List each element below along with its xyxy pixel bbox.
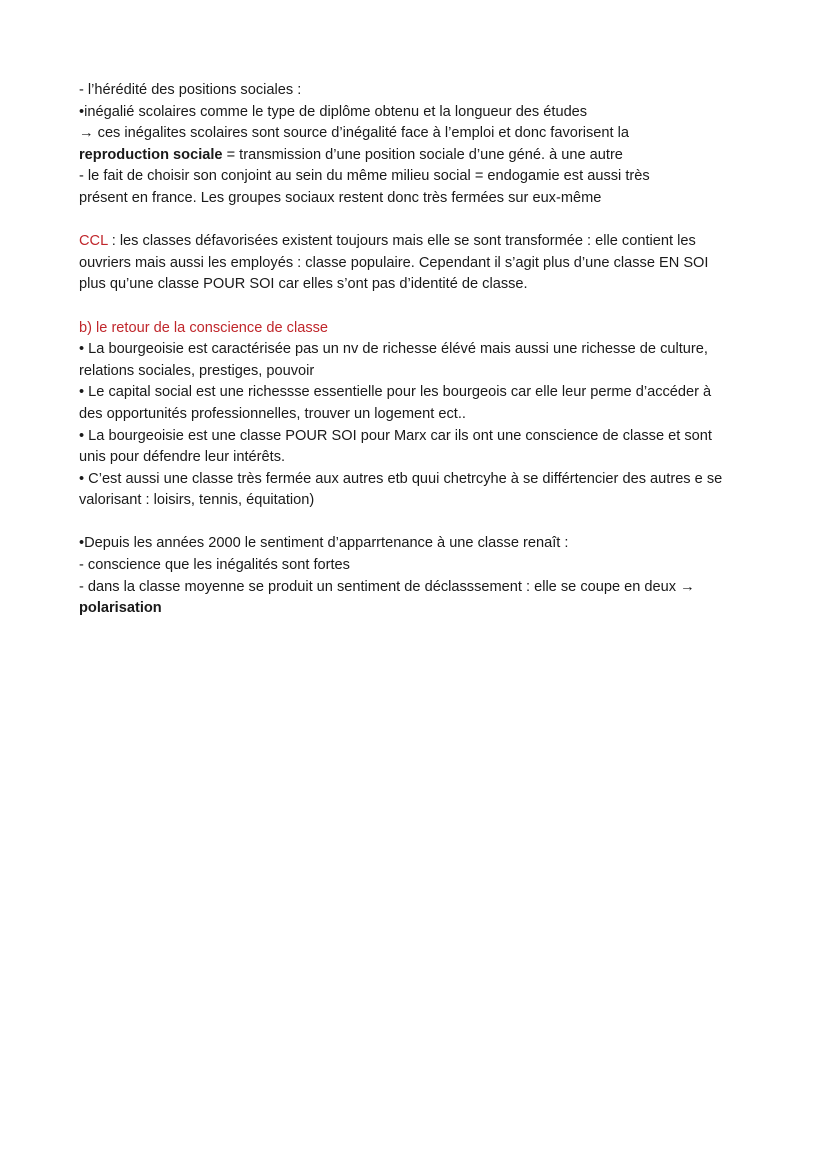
- section-heading: b) le retour de la conscience de classe: [79, 319, 329, 336]
- text-line: •inégalié scolaires comme le type de diplôme obtenu et la longueur des études: [79, 103, 588, 120]
- text-line: plus qu’une classe POUR SOI car elles s’ont pas d’identité de classe.: [79, 276, 528, 293]
- spacer: [79, 210, 759, 232]
- text-line: - l’hérédité des positions sociales :: [79, 82, 302, 98]
- text-line: - dans la classe moyenne se produit un sentiment de déclasssement : elle se coupe en deux →: [79, 578, 695, 595]
- spacer: [79, 296, 759, 318]
- class-consciousness-section: [79, 318, 759, 512]
- text-line: - conscience que les inégalités sont fortes: [79, 557, 350, 574]
- text-line: - le fait de choisir son conjoint au sein du même milieu social = endogamie est aussi très: [79, 168, 650, 185]
- text-line: → ces inégalites scolaires sont source d’inégalité face à l’emploi et donc favorisent la: [79, 125, 629, 142]
- text-line: valorisant : loisirs, tennis, équitation): [79, 492, 315, 509]
- bold-term: polarisation: [79, 600, 162, 617]
- document-page: [79, 80, 759, 620]
- text-line: • C’est aussi une classe très fermée aux autres etb quui chetrcyhe à se différtencier des autres e se: [79, 470, 723, 487]
- spacer: [79, 512, 759, 534]
- text-line: • La bourgeoisie est une classe POUR SOI pour Marx car ils ont une conscience de classe et sont: [79, 427, 712, 444]
- bold-term: reproduction sociale: [79, 146, 223, 163]
- text-line: ouvriers mais aussi les employés : classe populaire. Cependant il s’agit plus d’une classe EN SOI: [79, 254, 709, 271]
- text-line: •Depuis les années 2000 le sentiment d’apparrtenance à une classe renaît :: [79, 535, 569, 552]
- text-line: [79, 231, 759, 253]
- conclusion-section: [79, 231, 759, 296]
- text-fragment: = transmission d’une position sociale d’une géné. à une autre: [222, 146, 623, 163]
- heredity-section: [79, 80, 759, 210]
- text-line: [79, 145, 759, 167]
- text-line: • Le capital social est une richessse essentielle pour les bourgeois car elle leur perme d’accéder à: [79, 384, 712, 401]
- text-fragment: : les classes défavorisées existent toujours mais elle se sont transformée : elle contient les: [107, 233, 696, 250]
- text-line: • La bourgeoisie est caractérisée pas un nv de richesse élévé mais aussi une richesse de culture,: [79, 341, 708, 358]
- text-line: unis pour défendre leur intérêts.: [79, 449, 286, 466]
- text-line: des opportunités professionnelles, trouver un logement ect..: [79, 405, 466, 422]
- conclusion-label: CCL: [79, 233, 108, 250]
- text-line: présent en france. Les groupes sociaux restent donc très fermées sur eux-même: [79, 189, 602, 206]
- renewal-section: [79, 533, 759, 619]
- text-line: relations sociales, prestiges, pouvoir: [79, 362, 315, 379]
